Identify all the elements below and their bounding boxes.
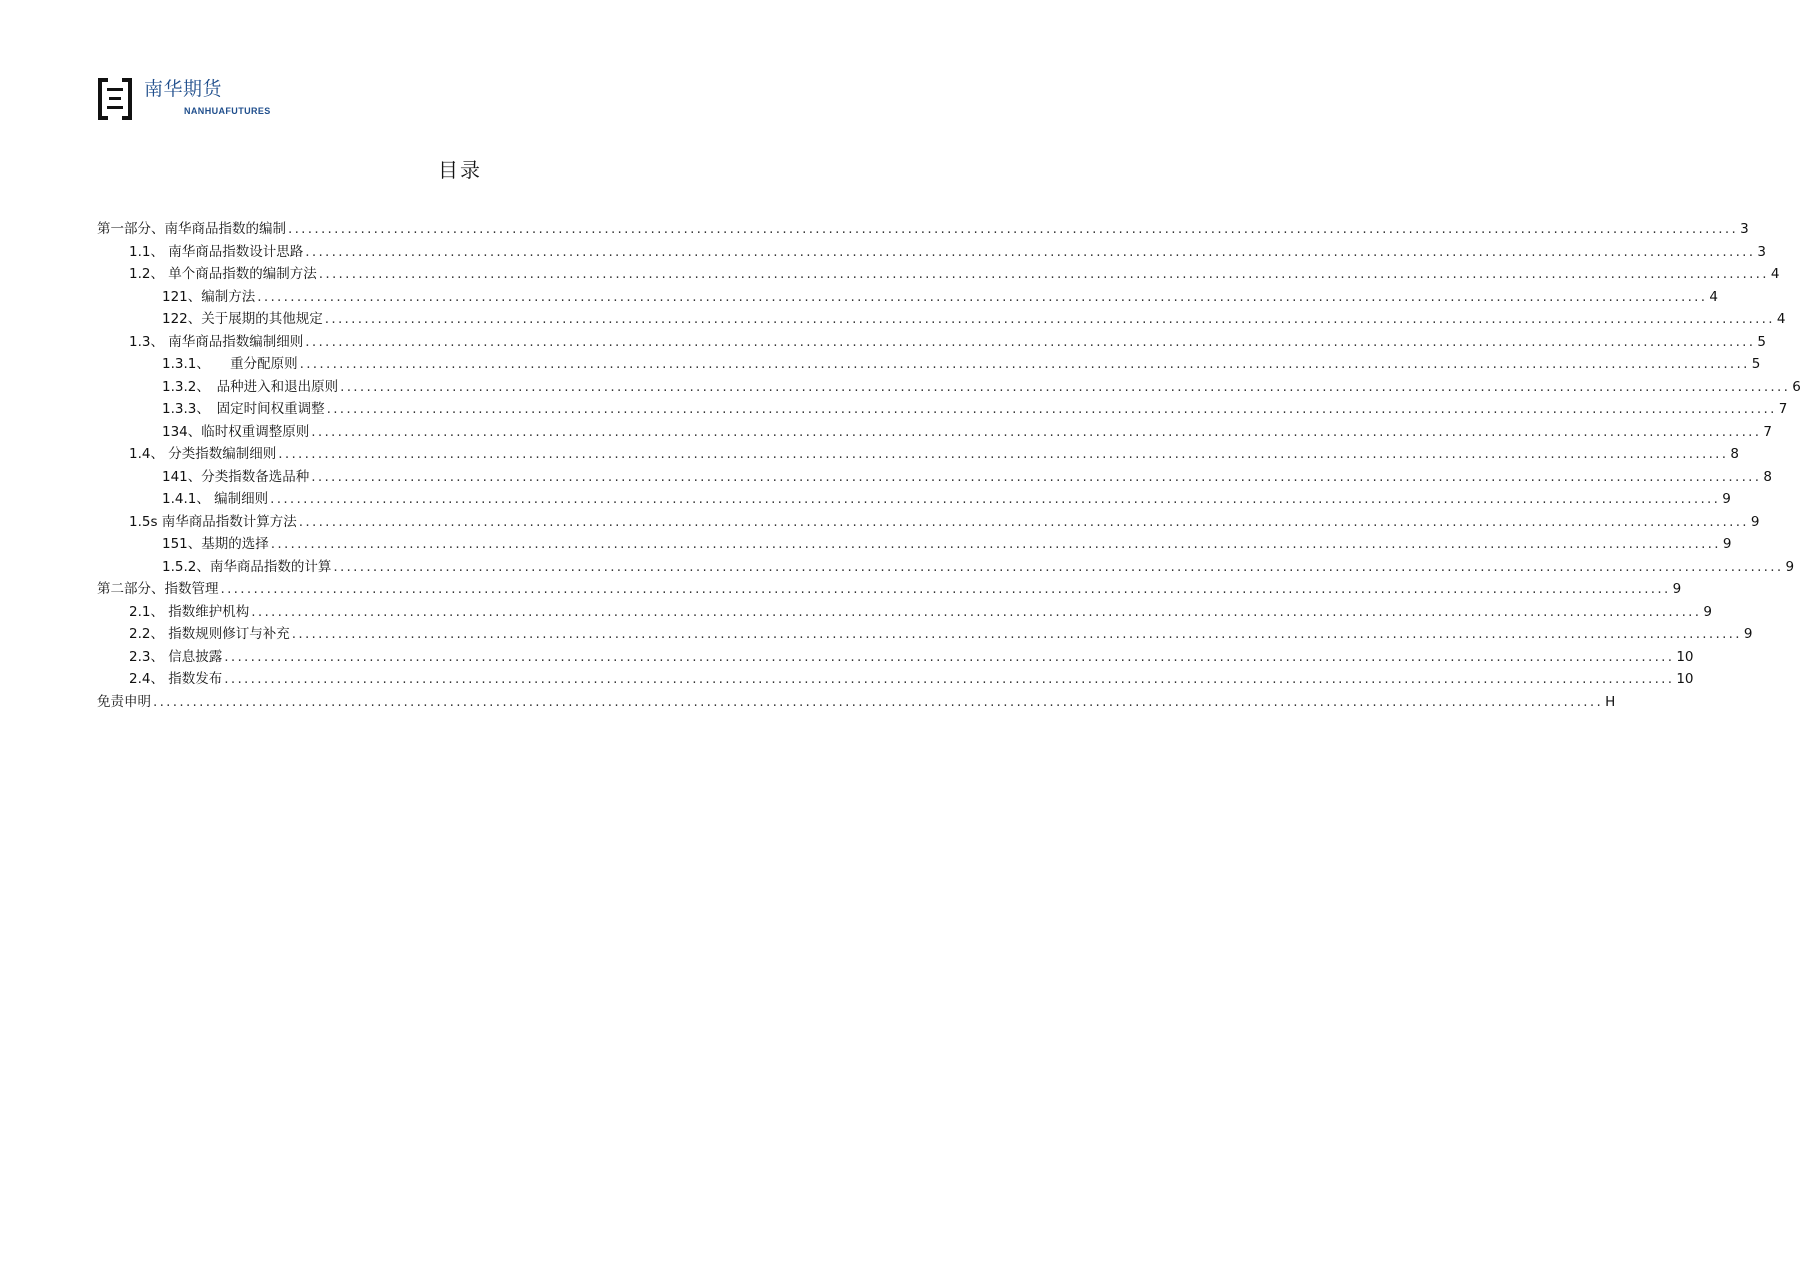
toc-dot-leader: ............................................................................................................................................................................................................................ xyxy=(298,513,1749,530)
toc-entry-label: 1.3、 南华商品指数编制细则 xyxy=(129,333,304,350)
toc-entry[interactable] xyxy=(97,398,1788,421)
toc-entry-label: 2.1、 指数维护机构 xyxy=(129,603,250,620)
toc-dot-leader: ............................................................................................................................................................................................................................ xyxy=(318,266,1769,282)
toc-entry-label: 1.5s 南华商品指数计算方法 xyxy=(129,513,297,530)
toc-entry-label: 1.3.2、 品种进入和退出原则 xyxy=(162,378,339,395)
page-title: 目录 xyxy=(438,158,482,182)
toc-entry-page-number: 9 xyxy=(1743,626,1753,642)
toc-entry-page-number: 4 xyxy=(1709,288,1718,305)
toc-entry[interactable] xyxy=(97,511,1760,534)
toc-entry[interactable] xyxy=(97,578,1682,601)
toc-dot-leader: ............................................................................................................................................................................................................................ xyxy=(305,243,1756,260)
toc-entry-page-number: 4 xyxy=(1776,311,1786,327)
toc-entry-page-number: 9 xyxy=(1750,513,1760,530)
toc-entry-page-number: 9 xyxy=(1722,536,1732,552)
toc-entry-page-number: 3 xyxy=(1757,243,1766,260)
toc-dot-leader: ............................................................................................................................................................................................................................ xyxy=(340,378,1791,395)
toc-dot-leader: ............................................................................................................................................................................................................................ xyxy=(224,671,1675,687)
toc-dot-leader: ............................................................................................................................................................................................................................ xyxy=(270,491,1721,507)
toc-dot-leader: ............................................................................................................................................................................................................................ xyxy=(220,581,1671,597)
toc-entry-label: 1.4、 分类指数编制细则 xyxy=(129,446,277,462)
toc-dot-leader: ............................................................................................................................................................................................................................ xyxy=(311,468,1762,485)
toc-entry-page-number: 10 xyxy=(1676,671,1694,687)
toc-entry-label: 1.3.1、 重分配原则 xyxy=(162,356,298,372)
toc-entry-label: 134、临时权重调整原则 xyxy=(162,423,310,440)
toc-dot-leader: ............................................................................................................................................................................................................................ xyxy=(324,311,1775,327)
toc-entry[interactable] xyxy=(97,376,1801,399)
toc-dot-leader: ............................................................................................................................................................................................................................ xyxy=(326,401,1777,417)
toc-dot-leader: ............................................................................................................................................................................................................................ xyxy=(278,446,1729,462)
toc-dot-leader: ............................................................................................................................................................................................................................ xyxy=(224,648,1675,665)
logo-english-name: NANHUAFUTURES xyxy=(184,106,271,116)
toc-entry-page-number: 10 xyxy=(1676,648,1694,665)
toc-entry-page-number: H xyxy=(1605,693,1616,710)
toc-entry-page-number: 3 xyxy=(1740,221,1749,237)
toc-entry[interactable] xyxy=(97,443,1739,466)
toc-entry-label: 1.3.3、 固定时间权重调整 xyxy=(162,401,325,417)
logo-chinese-name: 南华期货 xyxy=(144,78,223,100)
toc-entry-label: 2.4、 指数发布 xyxy=(129,671,223,687)
toc-entry-page-number: 5 xyxy=(1757,333,1766,350)
table-of-contents xyxy=(97,218,1801,713)
toc-entry-page-number: 9 xyxy=(1703,603,1712,620)
toc-entry[interactable] xyxy=(97,218,1749,241)
toc-entry-label: 121、编制方法 xyxy=(162,288,256,305)
toc-dot-leader: ............................................................................................................................................................................................................................ xyxy=(333,558,1784,575)
toc-entry-label: 1.1、 南华商品指数设计思路 xyxy=(129,243,304,260)
toc-entry-label: 1.5.2、南华商品指数的计算 xyxy=(162,558,332,575)
toc-entry-page-number: 7 xyxy=(1763,423,1772,440)
toc-entry[interactable] xyxy=(97,556,1795,579)
toc-dot-leader: ............................................................................................................................................................................................................................ xyxy=(299,356,1750,372)
toc-dot-leader: ............................................................................................................................................................................................................................ xyxy=(288,221,1739,237)
toc-entry-page-number: 4 xyxy=(1770,266,1780,282)
toc-entry-label: 2.3、 信息披露 xyxy=(129,648,223,665)
toc-entry-label: 122、关于展期的其他规定 xyxy=(162,311,323,327)
toc-dot-leader: ............................................................................................................................................................................................................................ xyxy=(251,603,1702,620)
toc-entry[interactable] xyxy=(97,241,1766,264)
toc-dot-leader: ............................................................................................................................................................................................................................ xyxy=(153,693,1604,710)
toc-entry-page-number: 9 xyxy=(1672,581,1682,597)
toc-entry-label: 151、基期的选择 xyxy=(162,536,269,552)
toc-entry-label: 1.2、 单个商品指数的编制方法 xyxy=(129,266,317,282)
toc-entry[interactable] xyxy=(97,263,1780,286)
toc-entry-label: 第二部分、指数管理 xyxy=(97,581,219,597)
toc-entry-page-number: 8 xyxy=(1730,446,1739,462)
toc-dot-leader: ............................................................................................................................................................................................................................ xyxy=(311,423,1762,440)
toc-dot-leader: ............................................................................................................................................................................................................................ xyxy=(257,288,1708,305)
nanhua-logo-icon xyxy=(98,78,132,120)
toc-entry-page-number: 9 xyxy=(1785,558,1795,575)
toc-entry[interactable] xyxy=(97,421,1772,444)
toc-entry-page-number: 6 xyxy=(1792,378,1801,395)
toc-entry-page-number: 7 xyxy=(1778,401,1788,417)
toc-entry[interactable] xyxy=(97,691,1616,714)
toc-dot-leader: ............................................................................................................................................................................................................................ xyxy=(270,536,1721,552)
toc-entry[interactable] xyxy=(97,533,1732,556)
toc-entry[interactable] xyxy=(97,601,1712,624)
toc-entry[interactable] xyxy=(97,331,1766,354)
toc-entry-label: 免责申明 xyxy=(97,693,151,710)
toc-entry-page-number: 9 xyxy=(1722,491,1731,507)
toc-dot-leader: ............................................................................................................................................................................................................................ xyxy=(291,626,1742,642)
toc-dot-leader: ............................................................................................................................................................................................................................ xyxy=(305,333,1756,350)
toc-entry[interactable] xyxy=(97,623,1753,646)
toc-entry[interactable] xyxy=(97,308,1786,331)
toc-entry-label: 1.4.1、 编制细则 xyxy=(162,491,269,507)
toc-entry-page-number: 5 xyxy=(1751,356,1761,372)
toc-entry[interactable] xyxy=(97,668,1694,691)
toc-entry-page-number: 8 xyxy=(1763,468,1772,485)
toc-entry-label: 第一部分、南华商品指数的编制 xyxy=(97,221,286,237)
toc-entry[interactable] xyxy=(97,488,1731,511)
toc-entry[interactable] xyxy=(97,466,1772,489)
toc-entry[interactable] xyxy=(97,286,1718,309)
toc-entry-label: 2.2、 指数规则修订与补充 xyxy=(129,626,290,642)
toc-entry-label: 141、分类指数备选品种 xyxy=(162,468,310,485)
toc-entry[interactable] xyxy=(97,353,1761,376)
toc-entry[interactable] xyxy=(97,646,1694,669)
